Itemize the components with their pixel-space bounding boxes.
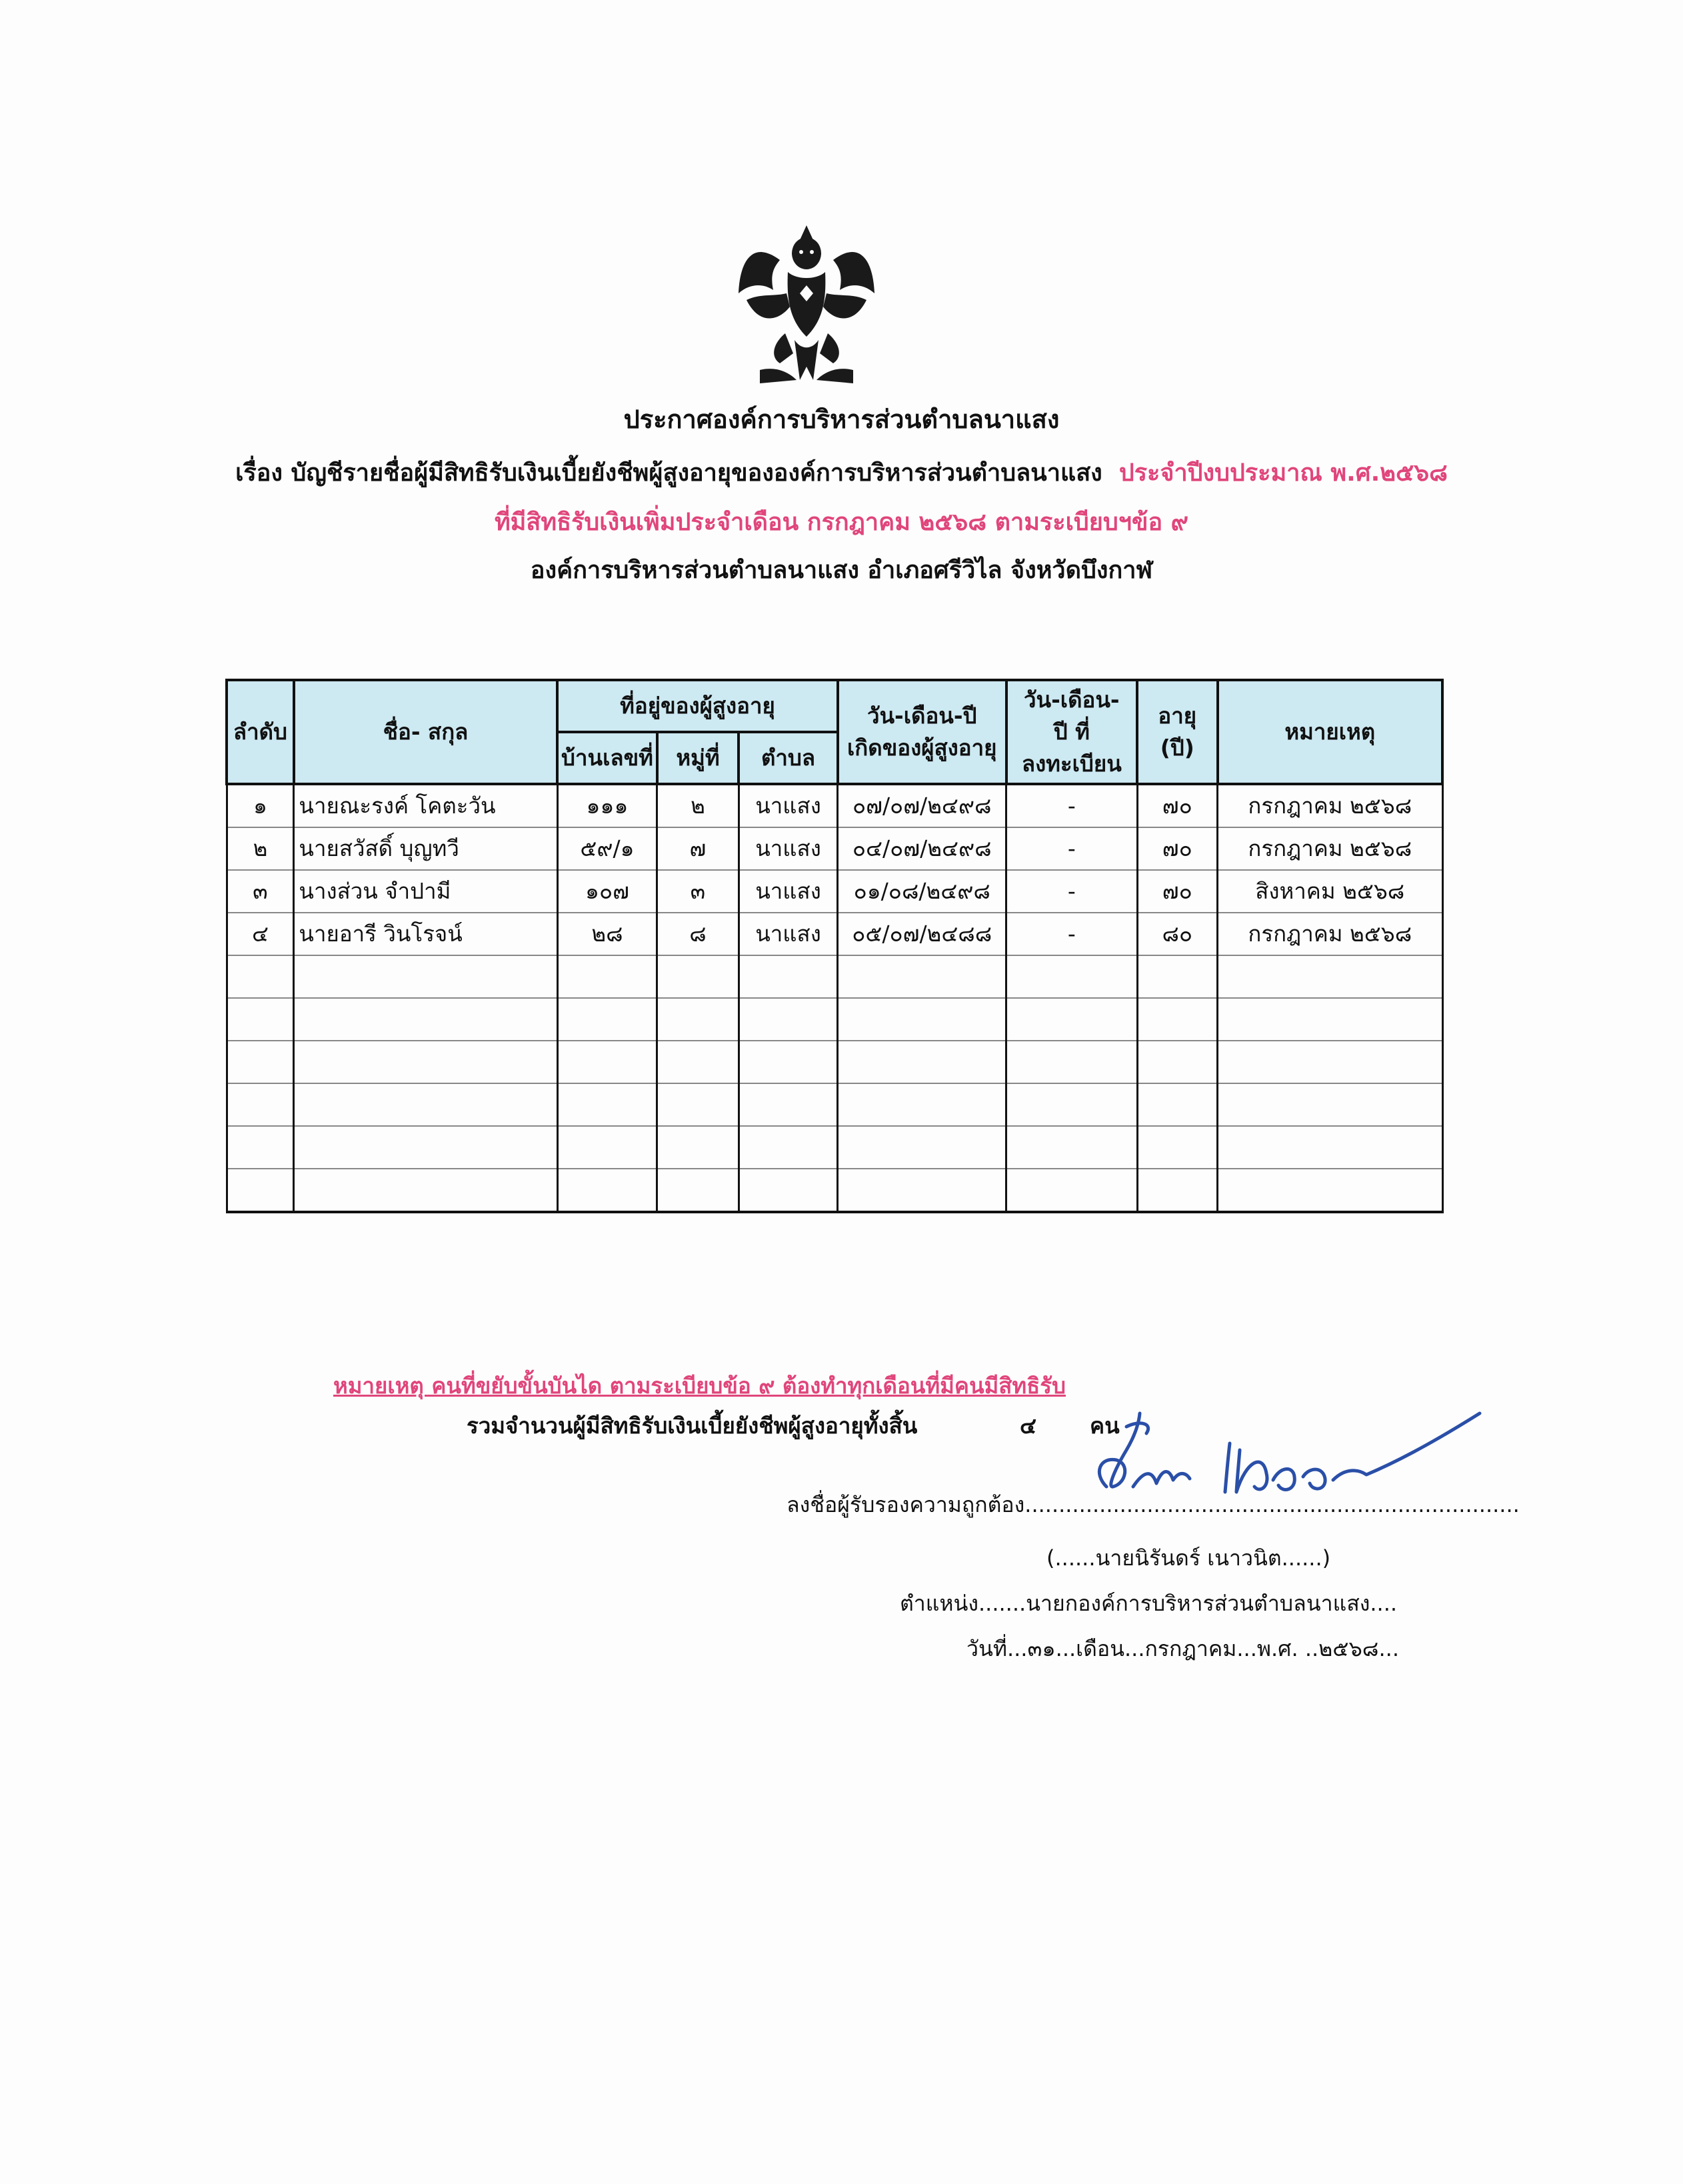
header-name: ชื่อ- สกุล xyxy=(294,680,557,784)
empty-row xyxy=(227,1126,1442,1169)
cell-birth-date: ๐๕/๐๗/๒๔๘๘ xyxy=(838,913,1006,955)
cell-village-no: ๘ xyxy=(657,913,739,955)
header-address-group: ที่อยู่ของผู้สูงอายุ xyxy=(557,680,838,732)
cell-subdistrict: นาแสง xyxy=(739,870,838,913)
cell-no: ๒ xyxy=(227,827,294,870)
cell-house-no: ๒๘ xyxy=(557,913,657,955)
cell-subdistrict: นาแสง xyxy=(739,913,838,955)
table-row xyxy=(227,870,1442,913)
header-birth-date xyxy=(838,680,1006,784)
subject-text: เรื่อง บัญชีรายชื่อผู้มีสิทธิรับเงินเบี้ยยังชีพผู้สูงอายุขององค์การบริหารส่วนตำบลนาแสง xyxy=(235,459,1102,487)
fiscal-year: ประจำปีงบประมาณ พ.ศ.๒๕๖๘ xyxy=(1118,459,1448,487)
cell-age: ๗๐ xyxy=(1137,870,1218,913)
signer-position: ตำแหน่ง.......นายกองค์การบริหารส่วนตำบลนาแสง.... xyxy=(900,1591,1398,1616)
cell-age: ๘๐ xyxy=(1137,913,1218,955)
cell-no: ๔ xyxy=(227,913,294,955)
cell-house-no: ๕๙/๑ xyxy=(557,827,657,870)
cell-remark: กรกฎาคม ๒๕๖๘ xyxy=(1218,784,1442,827)
total-line xyxy=(467,1408,1120,1443)
cell-birth-date: ๐๔/๐๗/๒๔๙๘ xyxy=(838,827,1006,870)
cell-reg-date: - xyxy=(1006,784,1137,827)
cell-name: นายสวัสดิ์ บุญทวี xyxy=(294,827,557,870)
cell-village-no: ๗ xyxy=(657,827,739,870)
handwritten-signature xyxy=(1080,1387,1493,1520)
empty-row xyxy=(227,1169,1442,1212)
cell-remark: กรกฎาคม ๒๕๖๘ xyxy=(1218,827,1442,870)
total-unit: คน xyxy=(1090,1413,1120,1439)
empty-row xyxy=(227,1041,1442,1083)
header-subdistrict: ตำบล xyxy=(739,732,838,784)
total-count: ๔ xyxy=(1020,1413,1036,1439)
cell-name: นายณะรงค์ โคตะวัน xyxy=(294,784,557,827)
header-age-line1: อายุ xyxy=(1158,702,1197,729)
cell-no: ๑ xyxy=(227,784,294,827)
cell-no: ๓ xyxy=(227,870,294,913)
cell-reg-date: - xyxy=(1006,913,1137,955)
header-remark: หมายเหตุ xyxy=(1218,680,1442,784)
table-row xyxy=(227,784,1442,827)
announcement-title: ประกาศองค์การบริหารส่วนตำบลนาแสง xyxy=(623,405,1060,434)
header-reg-date-line1: วัน-เดือน- xyxy=(1024,687,1120,713)
cell-name: นายอารี วินโรจน์ xyxy=(294,913,557,955)
garuda-emblem-icon xyxy=(733,220,880,387)
header-birth-date-line2: เกิดของผู้สูงอายุ xyxy=(847,734,997,761)
certify-line: ลงชื่อผู้รับรองความถูกต้อง......................................................................... xyxy=(787,1492,1520,1517)
cell-age: ๗๐ xyxy=(1137,784,1218,827)
eligibility-line: ที่มีสิทธิรับเงินเพิ่มประจำเดือน กรกฎาคม ๒๕๖๘ ตามระเบียบฯข้อ ๙ xyxy=(494,509,1189,536)
remark-note: หมายเหตุ คนที่ขยับขั้นบันได ตามระเบียบข้อ ๙ ต้องทำทุกเดือนที่มีคนมีสิทธิรับ xyxy=(333,1373,1066,1399)
organization-line: องค์การบริหารส่วนตำบลนาแสง อำเภอศรีวิไล จังหวัดบึงกาฬ xyxy=(530,557,1153,584)
total-label: รวมจำนวนผู้มีสิทธิรับเงินเบี้ยยังชีพผู้สูงอายุทั้งสิ้น xyxy=(467,1413,918,1439)
cell-house-no: ๑๑๑ xyxy=(557,784,657,827)
empty-row xyxy=(227,955,1442,998)
cell-subdistrict: นาแสง xyxy=(739,827,838,870)
header-house-no: บ้านเลขที่ xyxy=(557,732,657,784)
cell-remark: สิงหาคม ๒๕๖๘ xyxy=(1218,870,1442,913)
cell-village-no: ๒ xyxy=(657,784,739,827)
table-row xyxy=(227,827,1442,870)
header-reg-date-line3: ลงทะเบียน xyxy=(1021,750,1122,777)
cell-birth-date: ๐๑/๐๘/๒๔๙๘ xyxy=(838,870,1006,913)
cell-village-no: ๓ xyxy=(657,870,739,913)
announcement-subject xyxy=(0,453,1683,491)
header-age-line2: (ปี) xyxy=(1160,734,1194,761)
beneficiary-table xyxy=(225,679,1444,1213)
cell-house-no: ๑๐๗ xyxy=(557,870,657,913)
cell-reg-date: - xyxy=(1006,870,1137,913)
empty-row xyxy=(227,998,1442,1041)
header-age xyxy=(1137,680,1218,784)
header-birth-date-line1: วัน-เดือน-ปี xyxy=(866,702,977,729)
cell-remark: กรกฎาคม ๒๕๖๘ xyxy=(1218,913,1442,955)
signer-name: (......นายนิรันดร์ เนาวนิต......) xyxy=(1046,1545,1331,1571)
empty-row xyxy=(227,1083,1442,1126)
signature-date: วันที่...๓๑...เดือน...กรกฎาคม...พ.ศ. ..๒๕๖๘... xyxy=(966,1636,1399,1661)
header-registration-date xyxy=(1006,680,1137,784)
cell-reg-date: - xyxy=(1006,827,1137,870)
header-no: ลำดับ xyxy=(227,680,294,784)
cell-age: ๗๐ xyxy=(1137,827,1218,870)
header-village-no: หมู่ที่ xyxy=(657,732,739,784)
cell-birth-date: ๐๗/๐๗/๒๔๙๘ xyxy=(838,784,1006,827)
table-row xyxy=(227,913,1442,955)
cell-subdistrict: นาแสง xyxy=(739,784,838,827)
cell-name: นางส่วน จำปามี xyxy=(294,870,557,913)
header-reg-date-line2: ปี ที่ xyxy=(1053,718,1090,745)
